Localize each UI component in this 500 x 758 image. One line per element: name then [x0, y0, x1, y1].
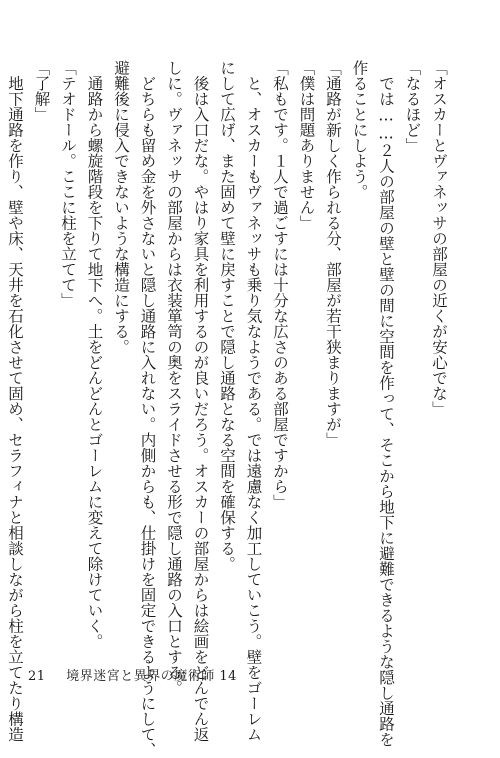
text-line: 地下通路を作り、壁や床、天井を石化させて固め、セラフィナと相談しながら柱を立てたり構造 — [6, 60, 24, 742]
text-line: と、オスカーもヴァネッサも乗り気なようである。では遠慮なく加工していこう。壁をゴーレム — [244, 60, 263, 742]
text-line: 「了解」 — [32, 60, 51, 122]
text-line: どちらも留め金を外さないと隠し通路に入れない。内側からも、仕掛けを固定できるようにして、 — [138, 60, 157, 758]
text-line: 「僕は問題ありません」 — [297, 60, 316, 231]
text-line: 「通路が新しく作られる分、部屋が若干狭まりますが」 — [324, 60, 342, 448]
text-line: 後は入口だな。やはり家具を利用するのが良いだろう。オスカーの部屋からは絵画をどんでん返 — [191, 60, 210, 742]
text-line: 「テオドール。ここに柱を立てて」 — [59, 60, 77, 308]
text-line: 作ることにしよう。 — [350, 60, 369, 200]
text-line: 「オスカーとヴァネッサの部屋の近くが安心でな」 — [430, 60, 448, 417]
text-line: 「なるほど」 — [403, 60, 422, 153]
book-title: 境界迷宮と異界の魔術師 14 — [66, 669, 237, 684]
page-number: 21 — [28, 669, 46, 684]
text-line: 通路から螺旋階段を下りて地下へ。土をどんどんとゴーレムに変えて除けていく。 — [85, 60, 104, 649]
text-line: しに。ヴァネッサの部屋からは衣装箪笥の奥をスライドさせる形で隠し通路の入口とする。 — [165, 60, 183, 696]
text-line: にして広げ、また固めて壁に戻すことで隠し通路となる空間を確保する。 — [218, 60, 236, 572]
text-line: 避難後に侵入できないような構造にする。 — [112, 60, 130, 355]
text-line: では……２人の部屋の壁と壁の間に空間を作って、そこから地下に避難できるような隠し通路を — [377, 60, 395, 747]
page-footer — [28, 665, 237, 684]
text-line: 「私もです。１人で過ごすには十分な広さのある部屋ですから」 — [271, 60, 289, 510]
